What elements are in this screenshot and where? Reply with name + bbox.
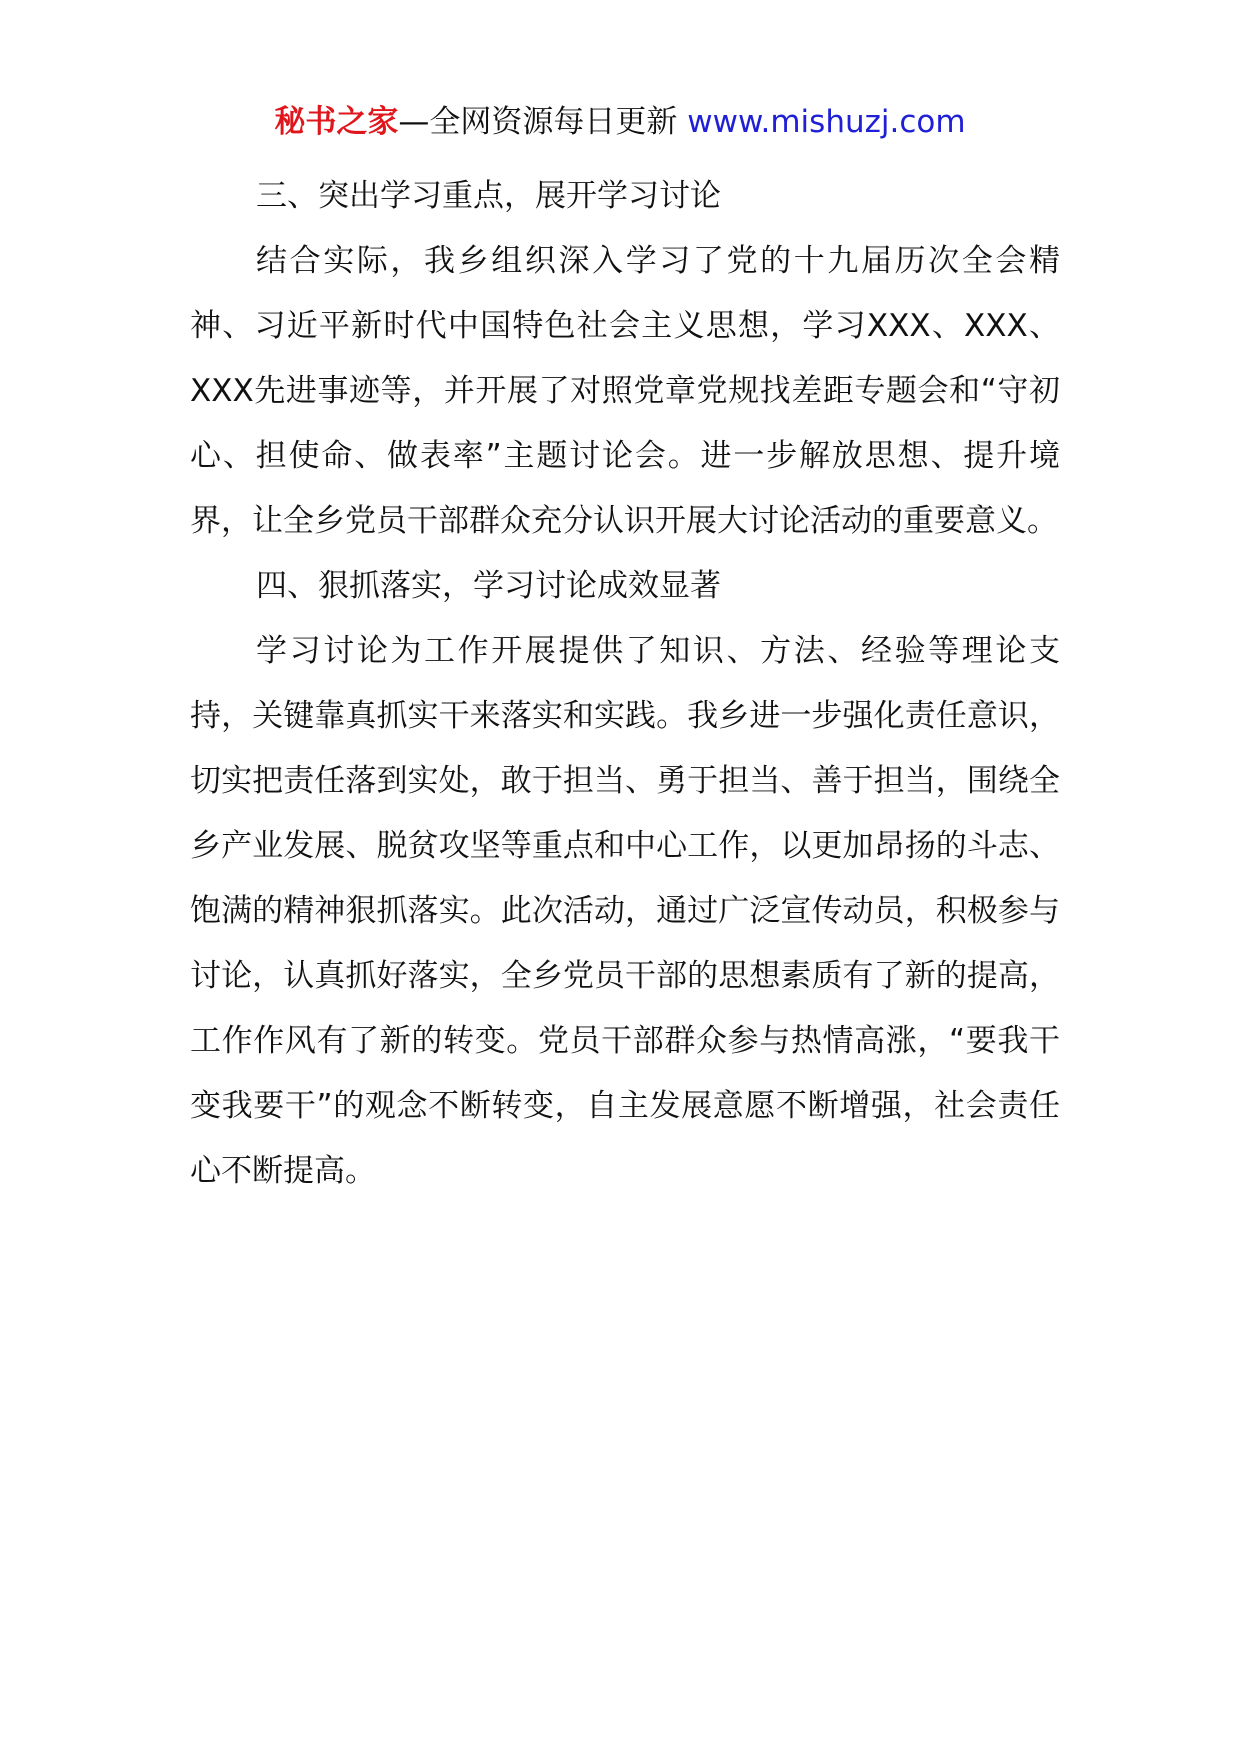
section-3-heading: 三、突出学习重点，展开学习讨论 (256, 178, 721, 214)
section-4-heading: 四、狠抓落实，学习讨论成效显著 (256, 568, 721, 604)
section-4-paragraph: 学习讨论为工作开展提供了知识、方法、经验等理论支持，关键靠真抓实干来落实和实践。我乡进一步强化责任意识，切实把责任落到实处，敢于担当、勇于担当、善于担当，围绕全乡产业发展、脱贫攻坚等重点和中心工作，以更加昂扬的斗志、饱满的精神狠抓落实。此次活动，通过广泛宣传动员，积极参与讨论，认真抓好落实，全乡党员干部的思想素质有了新的提高，工作作风有了新的转变。党员干部群众参与热情高涨，“要我干变我要干”的观念不断转变，自主发展意愿不断增强，社会责任心不断提高。 (190, 633, 1060, 1189)
document-body (190, 164, 1060, 1204)
section-3-paragraph: 结合实际，我乡组织深入学习了党的十九届历次全会精神、习近平新时代中国特色社会主义思想，学习XXX、XXX、XXX先进事迹等，并开展了对照党章党规找差距专题会和“守初心、担使命、做表率”主题讨论会。进一步解放思想、提升境界，让全乡党员干部群众充分认识开展大讨论活动的重要意义。 (190, 243, 1060, 539)
header-tagline: —全网资源每日更新 (398, 104, 688, 140)
brand-name: 秘书之家 (274, 104, 399, 140)
site-url-link[interactable]: www.mishuzj.com (687, 104, 966, 140)
site-header (0, 100, 1240, 144)
